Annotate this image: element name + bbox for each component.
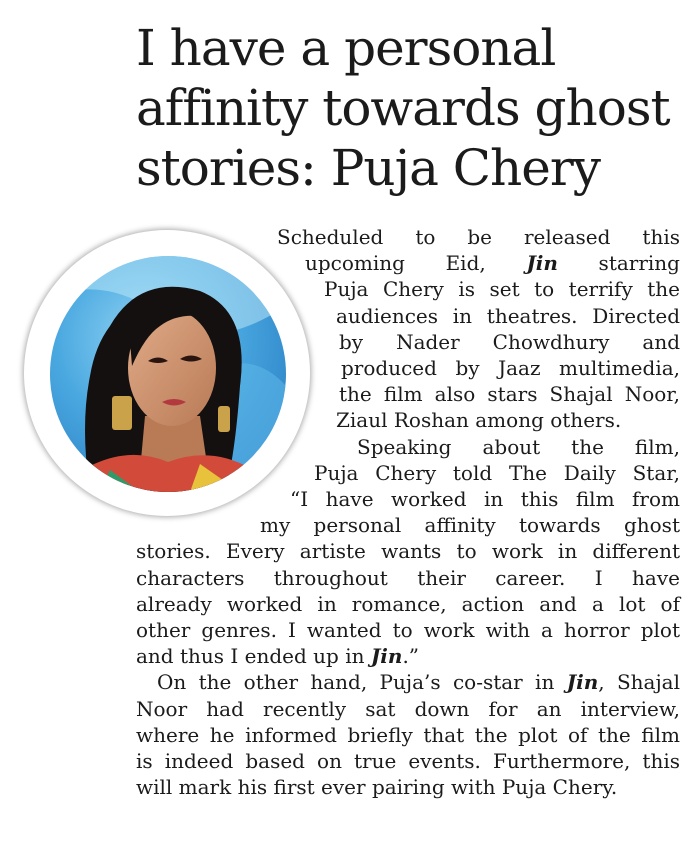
article-line: Puja Chery told The Daily Star,: [314, 460, 680, 485]
film-title: Jin: [526, 251, 558, 276]
headline: I have a personal affinity towards ghost stories: Puja Chery: [136, 19, 670, 197]
article-line: already worked in romance, action and a lot of: [136, 591, 680, 616]
article-line: “I have worked in this film from: [290, 487, 680, 511]
article-line: Ziaul Roshan among others.: [336, 408, 622, 433]
article-line: Puja Chery is set to terrify the: [324, 277, 680, 302]
portrait-photo: [50, 256, 286, 492]
article-line: the film also stars Shajal Noor,: [339, 382, 680, 407]
film-title: Jin: [370, 644, 403, 669]
article-line: is indeed based on true events. Furthermore, this: [136, 749, 680, 773]
article-line: Scheduled to be released this: [277, 225, 680, 249]
article-line: will mark his first ever pairing with Puja Chery.: [136, 775, 618, 800]
film-title: Jin: [566, 670, 599, 695]
article-line: characters throughout their career. I have: [136, 565, 680, 590]
article-line: Noor had recently sat down for an interview,: [136, 696, 680, 721]
portrait-frame: [24, 230, 314, 520]
article-line: produced by Jaaz multimedia,: [341, 356, 680, 380]
article-line: by Nader Chowdhury and: [339, 329, 680, 354]
article-line: Speaking about the film,: [357, 434, 680, 459]
article-line: where he informed briefly that the plot of the film: [136, 722, 680, 747]
article-line: my personal affinity towards ghost: [260, 513, 680, 538]
article-line: upcoming Eid, Jin starring: [305, 251, 680, 276]
article-line: other genres. I wanted to work with a horror plot: [136, 618, 680, 642]
article-line: stories. Every artiste wants to work in different: [136, 539, 680, 564]
article-line: On the other hand, Puja’s co-star in Jin, Shajal: [157, 670, 680, 695]
article-line: audiences in theatres. Directed: [336, 303, 680, 328]
article-line: and thus I ended up in Jin.”: [136, 644, 420, 669]
